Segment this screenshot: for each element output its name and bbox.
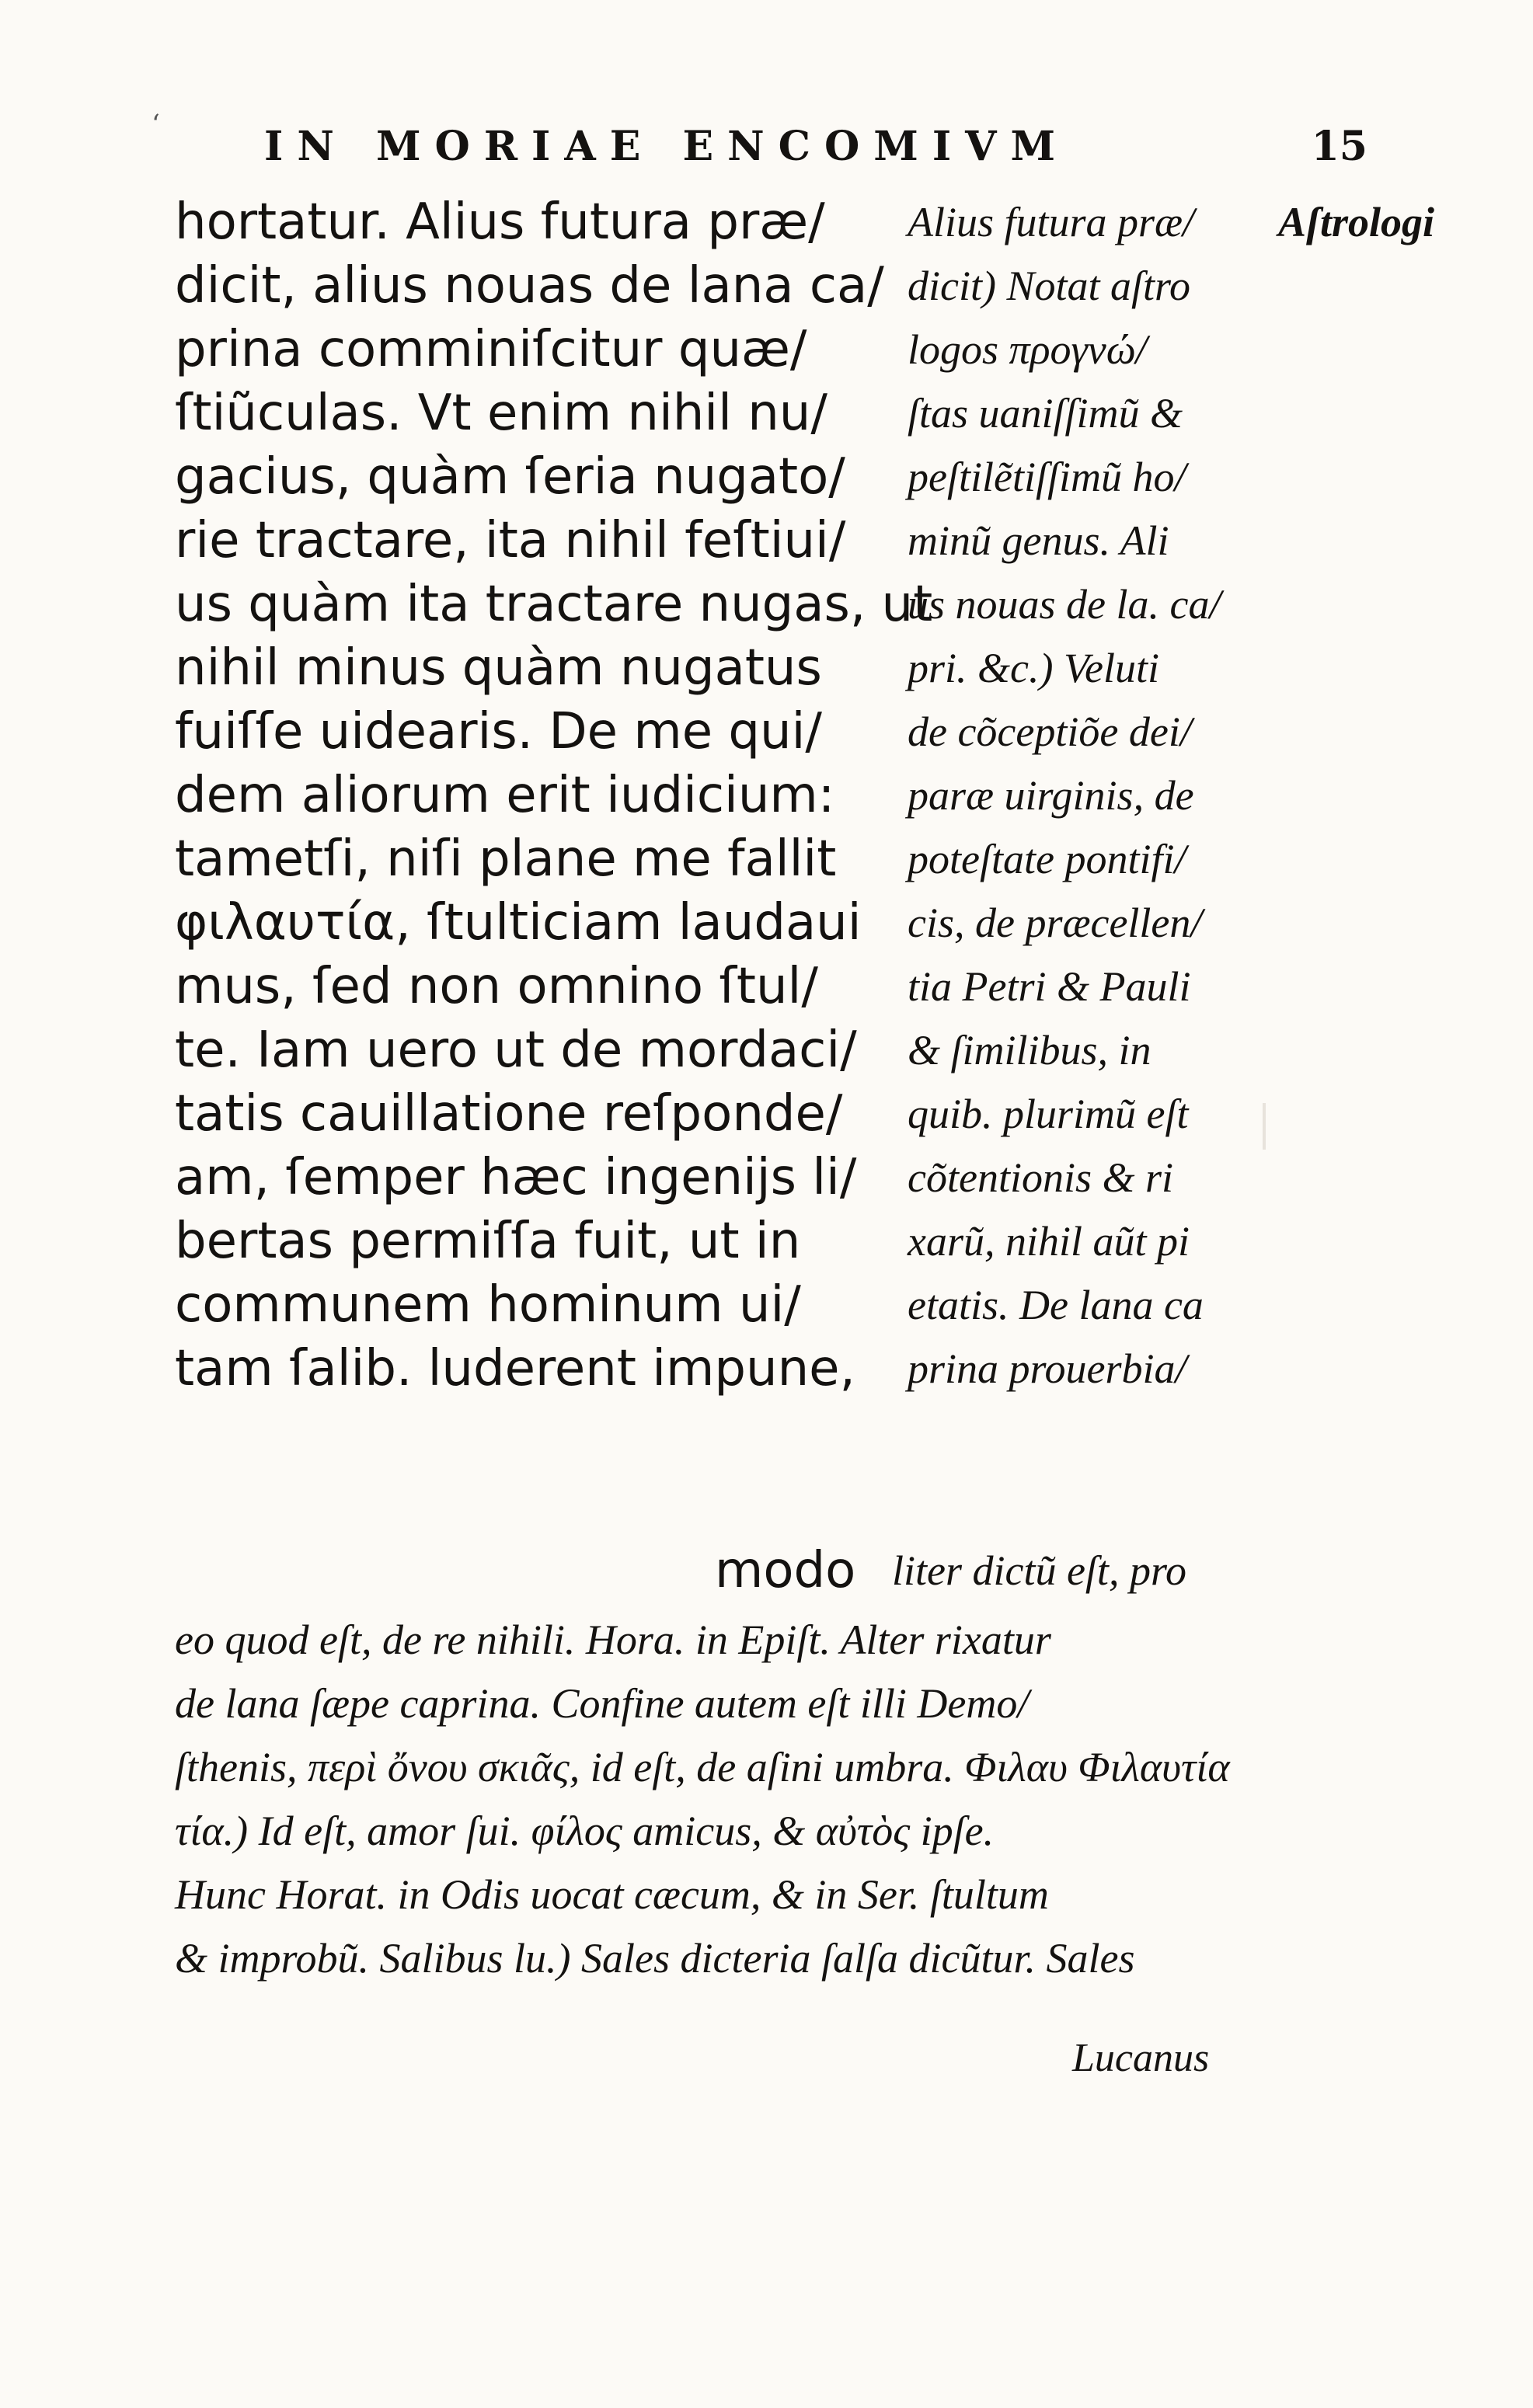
commentary-line: tia Petri & Pauli bbox=[908, 963, 1191, 1010]
catchword: Lucanus bbox=[1072, 2036, 1210, 2080]
commentary-line: logos προγνώ/ bbox=[908, 326, 1148, 373]
main-line: hortatur. Alius futura præ/ bbox=[175, 193, 825, 251]
main-line: bertas permiſſa fuit, ut in bbox=[175, 1213, 801, 1270]
main-line: communem hominum ui/ bbox=[175, 1276, 801, 1334]
margin-tick-mark: ʻ bbox=[152, 109, 160, 140]
main-line: fuiſſe uidearis. De me qui/ bbox=[175, 703, 822, 760]
commentary-line: peſtilẽtiſſimũ ho/ bbox=[908, 454, 1186, 500]
commentary-line: prina prouerbia/ bbox=[908, 1345, 1187, 1392]
commentary-full-line: ſthenis, περὶ ὄνου σκιᾶς, id eſt, de aſini umbra. Φιλαυ Φιλαυτία bbox=[175, 1744, 1230, 1790]
commentary-line: cis, de præcellen/ bbox=[908, 900, 1203, 946]
main-line: φιλαυτία, ſtulticiam laudaui bbox=[175, 894, 862, 952]
commentary-line: Alius futura præ/ bbox=[908, 199, 1195, 245]
main-line: rie tractare, ita nihil feſtiui/ bbox=[175, 512, 846, 569]
page-number: 15 bbox=[1311, 123, 1368, 170]
running-header bbox=[264, 123, 1368, 185]
commentary-line: minũ genus. Ali bbox=[908, 517, 1169, 564]
commentary-line: cõtentionis & ri bbox=[908, 1154, 1173, 1201]
commentary-line: pri. &c.) Veluti bbox=[908, 645, 1159, 691]
commentary-line-final: liter dictũ eſt, pro bbox=[892, 1547, 1186, 1594]
commentary-line: us nouas de la. ca/ bbox=[908, 581, 1221, 628]
main-line: mus, ſed non omnino ſtul/ bbox=[175, 958, 818, 1015]
commentary-line: ſtas uaniſſimũ & bbox=[908, 390, 1183, 437]
commentary-full-line: eo quod eſt, de re nihili. Hora. in Epiſt. Alter rixatur bbox=[175, 1616, 1051, 1663]
main-text-column bbox=[175, 190, 933, 1401]
commentary-full-line: de lana ſæpe caprina. Confine autem eſt illi Demo/ bbox=[175, 1680, 1030, 1727]
commentary-full-line: Hunc Horat. in Odis uocat cæcum, & in Ser. ſtultum bbox=[175, 1871, 1049, 1918]
commentary-line: dicit) Notat aſtro bbox=[908, 263, 1190, 309]
main-line: nihil minus quàm nugatus bbox=[175, 639, 822, 697]
main-line: prina comminiſcitur quæ/ bbox=[175, 321, 807, 378]
running-title: IN MORIAE ENCOMIVM bbox=[264, 123, 1070, 170]
commentary-line: de cõceptiõe dei/ bbox=[908, 708, 1192, 755]
main-line: dicit, alius nouas de lana ca/ bbox=[175, 257, 884, 315]
main-line: us quàm ita tractare nugas, ut bbox=[175, 576, 933, 633]
commentary-full-line: τία.) Id eſt, amor ſui. φίλος amicus, & αὐτὸς ipſe. bbox=[175, 1808, 995, 1854]
main-line: am, ſemper hæc ingenijs li/ bbox=[175, 1149, 857, 1206]
main-line: tatis cauillatione reſponde/ bbox=[175, 1085, 843, 1143]
commentary-line: paræ uirginis, de bbox=[908, 772, 1194, 819]
commentary-line: & ſimilibus, in bbox=[908, 1027, 1151, 1074]
commentary-line: poteſtate pontifi/ bbox=[908, 836, 1186, 882]
main-line: ſtiũculas. Vt enim nihil nu/ bbox=[175, 385, 827, 442]
commentary-line: quib. plurimũ eſt bbox=[908, 1091, 1189, 1137]
commentary-full-line: & improbũ. Salibus lu.) Sales dicteria ſalſa dicũtur. Sales bbox=[175, 1935, 1135, 1982]
commentary-line: xarũ, nihil aũt pi bbox=[908, 1218, 1190, 1265]
paper-mark bbox=[1263, 1103, 1266, 1150]
commentary-full-width bbox=[175, 1608, 1263, 1990]
main-line: tametſi, niſi plane me fallit bbox=[175, 830, 837, 888]
main-line: gacius, quàm ſeria nugato/ bbox=[175, 448, 845, 506]
main-line-final: modo bbox=[715, 1542, 856, 1599]
commentary-line: etatis. De lana ca bbox=[908, 1282, 1204, 1328]
commentary-column bbox=[908, 190, 1482, 1401]
main-line: tam ſalib. luderent impune, bbox=[175, 1340, 855, 1397]
main-line: dem aliorum erit iudicium: bbox=[175, 767, 835, 824]
margin-heading: Aſtrologi bbox=[1278, 199, 1435, 245]
main-line: te. Iam uero ut de mordaci/ bbox=[175, 1021, 857, 1079]
